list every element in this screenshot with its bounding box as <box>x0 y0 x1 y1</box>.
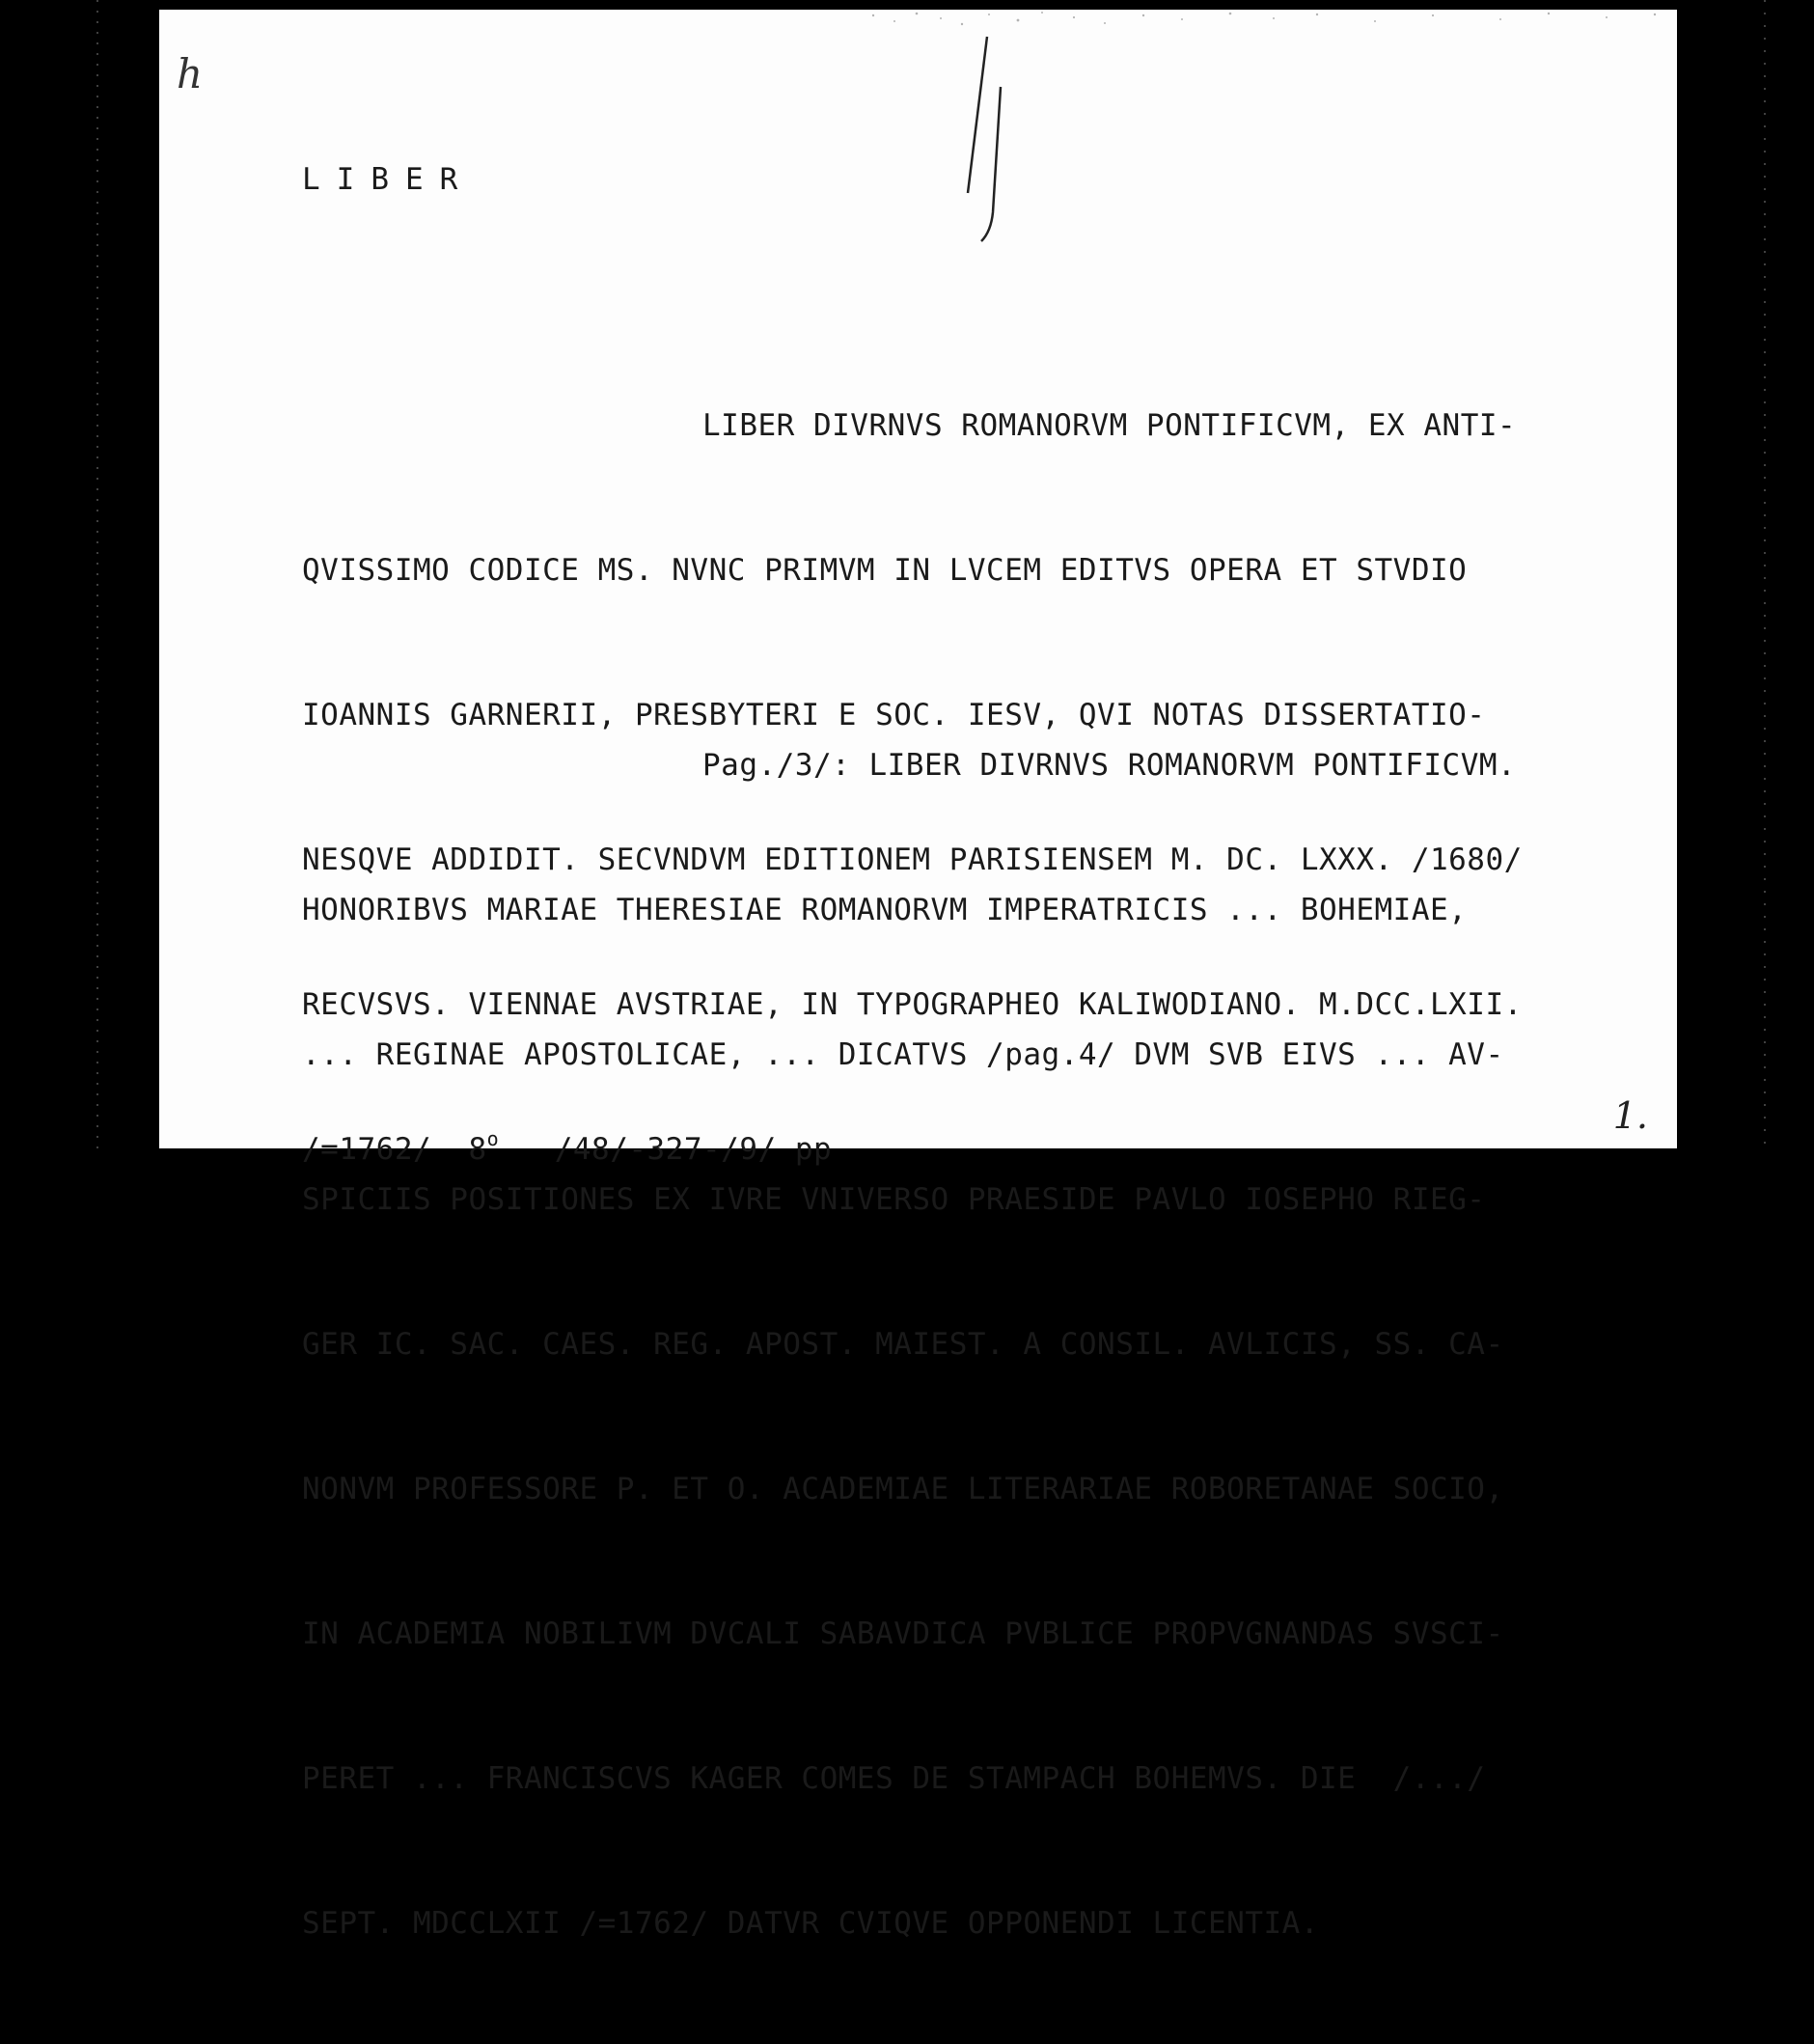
format-year: /=1762/ <box>302 1132 432 1167</box>
entry-line: RECVSVS. VIENNAE AVSTRIAE, IN TYPOGRAPHEO KALIWODIANO. M.DCC.LXII. <box>302 987 1523 1022</box>
format-size-degree: o <box>486 1127 500 1150</box>
handwritten-mark: h <box>177 50 204 97</box>
title-line: SEPT. MDCCLXII /=1762/ DATVR CVIQVE OPPONENDI LICENTIA. <box>302 1906 1319 1941</box>
scan-edge-right <box>1760 0 1770 1152</box>
title-line: PERET ... FRANCISCVS KAGER COMES DE STAMPACH BOHEMVS. DIE /.../ <box>302 1761 1486 1796</box>
entry-line: NESQVE ADDIDIT. SECVNDVM EDITIONEM PARISIENSEM M. DC. LXXX. /1680/ <box>302 842 1523 877</box>
card-heading: LIBER <box>302 162 475 197</box>
title-line: NONVM PROFESSORE P. ET O. ACADEMIAE LITERARIAE ROBORETANAE SOCIO, <box>302 1472 1504 1506</box>
title-line: HONORIBVS MARIAE THERESIAE ROMANORVM IMPERATRICIS ... BOHEMIAE, <box>302 893 1468 927</box>
format-pages: /48/-327-/9/ pp <box>554 1132 833 1167</box>
page-number: 1. <box>1612 1094 1648 1137</box>
catalog-card <box>159 10 1677 1941</box>
title-line: GER IC. SAC. CAES. REG. APOST. MAIEST. A CONSIL. AVLICIS, SS. CA- <box>302 1327 1504 1362</box>
title-line: SPICIIS POSITIONES EX IVRE VNIVERSO PRAESIDE PAVLO IOSEPHO RIEG- <box>302 1182 1486 1217</box>
entry-line: LIBER DIVRNVS ROMANORVM PONTIFICVM, EX ANTI- <box>702 408 1517 443</box>
pen-stroke-mark <box>950 29 1008 251</box>
entry-line: IOANNIS GARNERII, PRESBYTERI E SOC. IESV, QVI NOTAS DISSERTATIO- <box>302 698 1486 732</box>
title-line: Pag./3/: LIBER DIVRNVS ROMANORVM PONTIFICVM. <box>702 748 1517 783</box>
format-size: 8 <box>468 1132 487 1167</box>
title-line: IN ACADEMIA NOBILIVM DVCALI SABAVDICA PVBLICE PROPVGNANDAS SVSCI- <box>302 1616 1504 1651</box>
scan-edge-left <box>93 0 102 1152</box>
title-page-transcription <box>302 645 1653 2044</box>
title-line: ... REGINAE APOSTOLICAE, ... DICATVS /pag.4/ DVM SVB EIVS ... AV- <box>302 1037 1504 1072</box>
entry-line: QVISSIMO CODICE MS. NVNC PRIMVM IN LVCEM EDITVS OPERA ET STVDIO <box>302 553 1468 588</box>
